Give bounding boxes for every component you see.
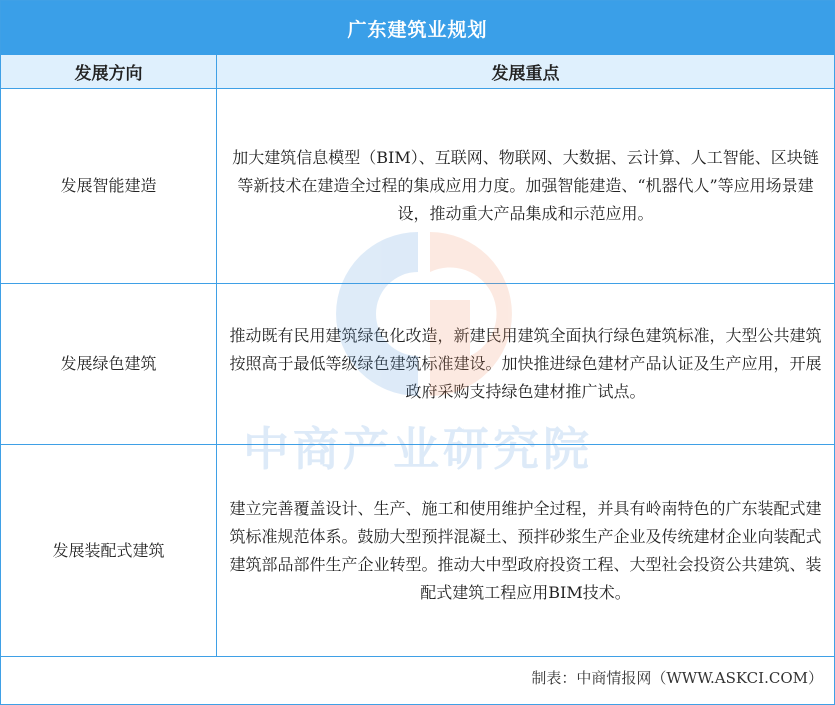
watermark-text: 中商产业研究院	[243, 422, 593, 476]
row-focus-text: 推动既有民用建筑绿色化改造，新建民用建筑全面执行绿色建筑标准，大型公共建筑按照高于最低等级绿色建筑标准建设。加快推进绿色建材产品认证及生产应用，开展政府采购支持绿色建材推广试点。	[229, 326, 822, 401]
table-row	[1, 284, 834, 445]
row-focus	[217, 445, 834, 656]
row-direction: 发展智能建造	[1, 88, 217, 283]
table-header-row	[1, 55, 834, 89]
header-direction: 发展方向	[1, 55, 217, 88]
row-focus-text: 加大建筑信息模型（BIM）、互联网、物联网、大数据、云计算、人工智能、区块链等新技术在建造全过程的集成应用力度。加强智能建造、“机器代人”等应用场景建设，推动重大产品集成和示范应用。	[232, 147, 819, 223]
row-focus	[217, 88, 834, 283]
row-direction: 发展装配式建筑	[1, 445, 217, 656]
table-row	[1, 445, 834, 657]
row-direction: 发展绿色建筑	[1, 284, 217, 444]
table-source-note: 制表：中商情报网（WWW.ASKCI.COM）	[531, 669, 823, 687]
table-title	[1, 1, 834, 55]
table-row	[1, 88, 834, 284]
table-title-text: 广东建筑业规划	[347, 18, 488, 41]
row-focus	[217, 284, 834, 444]
header-focus: 发展重点	[491, 64, 560, 84]
row-focus-text: 建立完善覆盖设计、生产、施工和使用维护全过程，并具有岭南特色的广东装配式建筑标准规范体系。鼓励大型预拌混凝土、预拌砂浆生产企业及传统建材企业向装配式建筑部品部件生产企业转型。推动大中型政府投资工程、大型社会投资公共建筑、装配式建筑工程应用BIM技术。	[229, 498, 822, 602]
